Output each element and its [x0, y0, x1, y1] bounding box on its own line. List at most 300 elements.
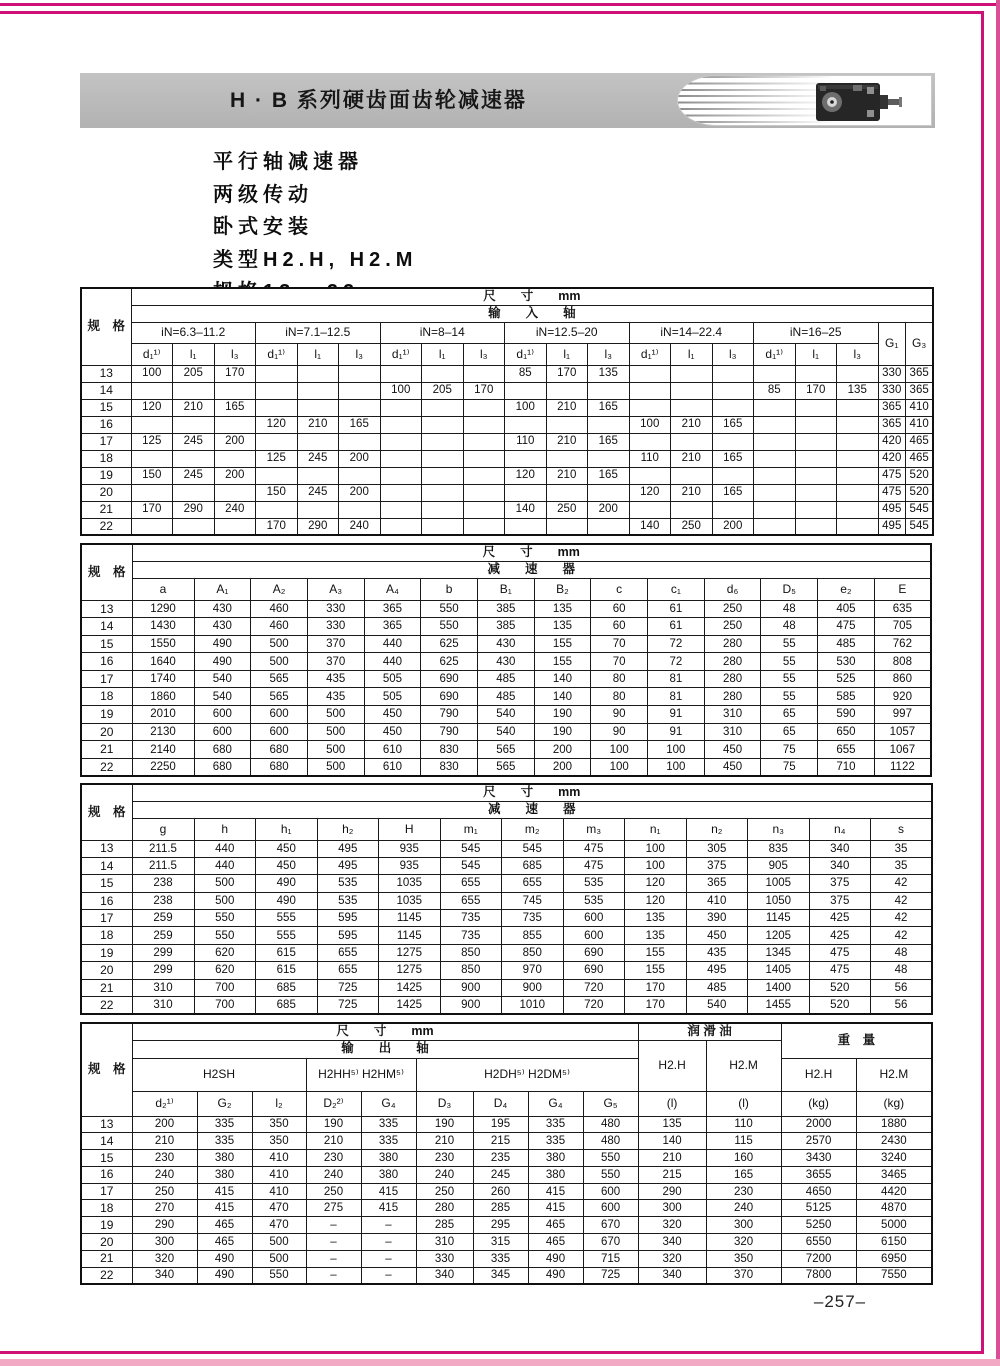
value-cell: 60	[591, 600, 648, 618]
value-cell: 600	[563, 927, 625, 944]
value-cell	[463, 399, 505, 416]
value-cell: 170	[625, 979, 687, 996]
value-cell: 100	[625, 840, 687, 857]
value-cell: 275	[306, 1200, 361, 1217]
spec-cell: 21	[81, 501, 131, 518]
value-cell: 415	[528, 1183, 583, 1200]
value-cell: 250	[546, 501, 588, 518]
value-cell	[754, 433, 796, 450]
value-cell	[256, 399, 298, 416]
value-cell: 470	[252, 1200, 306, 1217]
value-cell: 905	[748, 857, 810, 874]
value-cell: 375	[809, 892, 871, 909]
value-cell: 80	[591, 688, 648, 706]
table-row	[81, 450, 933, 467]
value-cell: 75	[761, 741, 818, 759]
value-cell: 390	[686, 910, 748, 927]
ratio-group-header: iN=16–25	[754, 322, 879, 343]
col-header: l₁	[546, 343, 588, 365]
value-cell	[380, 467, 422, 484]
value-cell: 6150	[856, 1234, 932, 1251]
value-cell: 680	[194, 758, 251, 776]
value-cell: 370	[307, 653, 364, 671]
value-cell: 380	[197, 1166, 252, 1183]
value-cell: 2140	[132, 741, 194, 759]
value-cell: 210	[173, 399, 215, 416]
table-row	[81, 322, 933, 343]
input-shaft-dimensions-table	[80, 287, 934, 536]
value-cell: 290	[132, 1217, 197, 1234]
value-cell: 535	[563, 892, 625, 909]
value-cell: 70	[591, 653, 648, 671]
value-cell: 280	[704, 688, 761, 706]
value-cell: 100	[505, 399, 547, 416]
value-cell: 4420	[856, 1183, 932, 1200]
value-cell: 655	[440, 892, 502, 909]
value-cell: 1430	[132, 618, 194, 636]
table-row	[81, 997, 932, 1014]
value-cell: 365	[686, 875, 748, 892]
banner-stripes-panel	[677, 75, 932, 126]
value-cell: 495	[878, 518, 906, 535]
value-cell: 100	[131, 365, 173, 382]
value-cell: 485	[686, 979, 748, 996]
value-cell: 240	[416, 1166, 473, 1183]
table-row	[81, 875, 932, 892]
value-cell	[380, 484, 422, 501]
value-cell: 120	[625, 892, 687, 909]
value-cell: 680	[194, 741, 251, 759]
col-header: d₁¹⁾	[629, 343, 671, 365]
value-cell: 725	[317, 979, 379, 996]
value-cell: 210	[638, 1150, 706, 1167]
value-cell: 190	[306, 1116, 361, 1133]
value-cell: 460	[251, 618, 308, 636]
table-row	[81, 840, 932, 857]
value-cell: 550	[252, 1267, 306, 1284]
value-cell: 600	[583, 1183, 638, 1200]
value-cell: 465	[197, 1217, 252, 1234]
value-cell: 435	[686, 944, 748, 961]
value-cell: 238	[132, 892, 194, 909]
value-cell: 430	[477, 635, 534, 653]
value-cell	[173, 416, 215, 433]
col-header: D₂²⁾	[306, 1091, 361, 1116]
spec-header: 规 格	[81, 1023, 132, 1116]
value-cell: 600	[194, 723, 251, 741]
col-header: s	[871, 818, 933, 840]
table-row	[81, 706, 931, 724]
value-cell: 310	[704, 723, 761, 741]
table-row	[81, 857, 932, 874]
value-cell	[422, 484, 464, 501]
value-cell: 900	[440, 979, 502, 996]
value-cell: 525	[818, 670, 875, 688]
value-cell: 245	[173, 467, 215, 484]
value-cell: 165	[588, 399, 630, 416]
value-cell: 290	[297, 518, 339, 535]
value-cell	[339, 501, 381, 518]
value-cell: 440	[194, 857, 256, 874]
value-cell: 450	[704, 758, 761, 776]
value-cell	[671, 399, 713, 416]
value-cell: 830	[421, 741, 478, 759]
value-cell: 790	[421, 706, 478, 724]
value-cell: 90	[591, 706, 648, 724]
value-cell	[754, 467, 796, 484]
ratio-group-header: iN=8–14	[380, 322, 505, 343]
col-header: E	[874, 578, 931, 600]
value-cell: 495	[317, 857, 379, 874]
col-header: d₆	[704, 578, 761, 600]
value-cell	[837, 484, 879, 501]
table-row	[81, 1200, 932, 1217]
value-cell: 7550	[856, 1267, 932, 1284]
value-cell: 500	[307, 741, 364, 759]
value-cell: 1550	[132, 635, 194, 653]
dim-header: 尺 寸 mm	[132, 544, 931, 561]
value-cell: 65	[761, 723, 818, 741]
value-cell	[754, 416, 796, 433]
value-cell: 200	[132, 1116, 197, 1133]
value-cell: 285	[473, 1200, 528, 1217]
value-cell: 1880	[856, 1116, 932, 1133]
value-cell: 790	[421, 723, 478, 741]
value-cell: 1035	[379, 892, 441, 909]
col-header: d₁¹⁾	[256, 343, 298, 365]
table-row	[81, 1250, 932, 1267]
table-row	[81, 927, 932, 944]
spec-cell: 17	[81, 433, 131, 450]
value-cell: 545	[906, 501, 934, 518]
value-cell: 1005	[748, 875, 810, 892]
value-cell: 1455	[748, 997, 810, 1014]
value-cell: 230	[706, 1183, 781, 1200]
value-cell: 335	[473, 1250, 528, 1267]
value-cell	[339, 399, 381, 416]
value-cell: 230	[132, 1150, 197, 1167]
col-header: d₂¹⁾	[132, 1091, 197, 1116]
value-cell	[380, 399, 422, 416]
value-cell: 135	[638, 1116, 706, 1133]
value-cell: 125	[131, 433, 173, 450]
value-cell: 240	[214, 501, 256, 518]
value-cell: 335	[361, 1116, 416, 1133]
value-cell	[546, 382, 588, 399]
table-row	[81, 600, 931, 618]
value-cell	[463, 450, 505, 467]
value-cell: 520	[809, 979, 871, 996]
col-header: n₃	[748, 818, 810, 840]
value-cell: 211.5	[132, 840, 194, 857]
col-header: G₃	[906, 322, 934, 365]
value-cell: 430	[477, 653, 534, 671]
value-cell: 170	[795, 382, 837, 399]
col-header: d₁¹⁾	[505, 343, 547, 365]
value-cell	[837, 518, 879, 535]
lube-unit: (l)	[706, 1091, 781, 1116]
value-cell: 550	[421, 618, 478, 636]
value-cell: 490	[194, 635, 251, 653]
value-cell	[131, 450, 173, 467]
value-cell	[380, 433, 422, 450]
col-header: D₅	[761, 578, 818, 600]
value-cell	[712, 467, 754, 484]
value-cell: 250	[416, 1183, 473, 1200]
value-cell: 655	[440, 875, 502, 892]
spec-cell: 17	[81, 1183, 132, 1200]
lube-header: 润 滑 油	[638, 1023, 781, 1040]
value-cell	[505, 416, 547, 433]
value-cell	[795, 467, 837, 484]
value-cell: 385	[477, 600, 534, 618]
value-cell: 490	[256, 875, 318, 892]
value-cell	[422, 416, 464, 433]
value-cell: 1405	[748, 962, 810, 979]
value-cell: 335	[528, 1116, 583, 1133]
value-cell: 1050	[748, 892, 810, 909]
value-cell: 140	[534, 688, 591, 706]
value-cell: 410	[906, 399, 934, 416]
value-cell: 85	[505, 365, 547, 382]
value-cell: 680	[251, 741, 308, 759]
value-cell	[422, 467, 464, 484]
value-cell	[422, 518, 464, 535]
value-cell: 405	[818, 600, 875, 618]
spec-cell: 15	[81, 875, 132, 892]
table-row	[81, 382, 933, 399]
value-cell: 475	[878, 484, 906, 501]
value-cell	[629, 399, 671, 416]
value-cell	[256, 365, 298, 382]
value-cell	[463, 416, 505, 433]
table-row	[81, 653, 931, 671]
value-cell: 305	[686, 840, 748, 857]
value-cell: 900	[440, 997, 502, 1014]
value-cell: 345	[473, 1267, 528, 1284]
spec-cell: 21	[81, 1250, 132, 1267]
value-cell: 1145	[379, 910, 441, 927]
value-cell: 81	[648, 688, 705, 706]
col-header: l₁	[422, 343, 464, 365]
value-cell: 520	[906, 484, 934, 501]
value-cell: 655	[502, 875, 564, 892]
value-cell: 935	[379, 857, 441, 874]
value-cell: 430	[194, 600, 251, 618]
value-cell: 545	[440, 857, 502, 874]
spec-cell: 17	[81, 910, 132, 927]
value-cell: 245	[473, 1166, 528, 1183]
value-cell: 670	[583, 1217, 638, 1234]
table-row	[81, 1183, 932, 1200]
value-cell: 42	[871, 892, 933, 909]
value-cell: 5250	[781, 1217, 856, 1234]
value-cell: 540	[194, 688, 251, 706]
value-cell: 475	[818, 618, 875, 636]
value-cell: 155	[625, 944, 687, 961]
value-cell: 120	[625, 875, 687, 892]
table-row	[81, 944, 932, 961]
section-header: 输 出 轴	[132, 1040, 638, 1058]
col-header: l₃	[712, 343, 754, 365]
value-cell: 330	[878, 382, 906, 399]
value-cell: 650	[818, 723, 875, 741]
value-cell: 215	[473, 1133, 528, 1150]
value-cell: 135	[534, 618, 591, 636]
value-cell: 315	[473, 1234, 528, 1251]
value-cell: 440	[194, 840, 256, 857]
value-cell: –	[306, 1217, 361, 1234]
value-cell: 997	[874, 706, 931, 724]
value-cell: 235	[473, 1150, 528, 1167]
value-cell	[380, 501, 422, 518]
value-cell: 375	[809, 875, 871, 892]
col-header: g	[132, 818, 194, 840]
value-cell: 335	[361, 1133, 416, 1150]
value-cell: 320	[706, 1234, 781, 1251]
value-cell	[837, 450, 879, 467]
value-cell: 595	[317, 910, 379, 927]
section-header: 减 速 器	[132, 801, 932, 818]
value-cell	[795, 433, 837, 450]
value-cell	[131, 382, 173, 399]
value-cell: 585	[818, 688, 875, 706]
value-cell: 56	[871, 979, 933, 996]
value-cell: 72	[648, 653, 705, 671]
value-cell: 450	[704, 741, 761, 759]
value-cell: 808	[874, 653, 931, 671]
col-header: n₄	[809, 818, 871, 840]
table-row	[81, 784, 932, 801]
value-cell: 705	[874, 618, 931, 636]
value-cell: 505	[364, 670, 421, 688]
table-row	[81, 1023, 932, 1040]
col-header: l₁	[795, 343, 837, 365]
value-cell	[463, 484, 505, 501]
value-cell: 340	[638, 1234, 706, 1251]
value-cell	[712, 399, 754, 416]
value-cell: 165	[339, 416, 381, 433]
weight-unit: (kg)	[856, 1091, 932, 1116]
value-cell: 155	[625, 962, 687, 979]
value-cell	[588, 382, 630, 399]
value-cell	[629, 501, 671, 518]
value-cell: 450	[686, 927, 748, 944]
value-cell	[380, 518, 422, 535]
col-header: B₁	[477, 578, 534, 600]
value-cell: 495	[686, 962, 748, 979]
value-cell: 550	[194, 927, 256, 944]
value-cell: 6950	[856, 1250, 932, 1267]
value-cell: 2130	[132, 723, 194, 741]
spec-cell: 20	[81, 962, 132, 979]
col-header: D₄	[473, 1091, 528, 1116]
value-cell: 565	[251, 670, 308, 688]
intro-line-parallel-shaft: 平行轴减速器	[213, 151, 363, 173]
value-cell: 475	[563, 857, 625, 874]
value-cell: 850	[440, 944, 502, 961]
col-header: B₂	[534, 578, 591, 600]
value-cell	[214, 416, 256, 433]
value-cell: 535	[563, 875, 625, 892]
col-header: n₁	[625, 818, 687, 840]
value-cell: 425	[809, 910, 871, 927]
value-cell	[546, 416, 588, 433]
value-cell: 540	[686, 997, 748, 1014]
value-cell	[837, 399, 879, 416]
value-cell: 5125	[781, 1200, 856, 1217]
value-cell: 380	[361, 1150, 416, 1167]
value-cell	[214, 450, 256, 467]
value-cell: 550	[583, 1150, 638, 1167]
value-cell: 165	[214, 399, 256, 416]
value-cell: 155	[534, 635, 591, 653]
value-cell: 340	[809, 840, 871, 857]
value-cell: 490	[197, 1250, 252, 1267]
col-header: d₁¹⁾	[380, 343, 422, 365]
col-header: G₄	[361, 1091, 416, 1116]
value-cell	[754, 365, 796, 382]
value-cell: 135	[588, 365, 630, 382]
table-row	[81, 1091, 932, 1116]
value-cell: 490	[528, 1267, 583, 1284]
value-cell: 91	[648, 723, 705, 741]
value-cell: 500	[307, 706, 364, 724]
value-cell: 415	[361, 1200, 416, 1217]
weight-type-header: H2.M	[856, 1058, 932, 1091]
value-cell	[422, 365, 464, 382]
model-group-header: H2SH	[132, 1058, 306, 1091]
value-cell: 110	[706, 1116, 781, 1133]
value-cell: 280	[416, 1200, 473, 1217]
value-cell: 61	[648, 600, 705, 618]
dim-header: 尺 寸 mm	[132, 1023, 638, 1040]
value-cell: 310	[416, 1234, 473, 1251]
col-header: e₂	[818, 578, 875, 600]
value-cell	[173, 518, 215, 535]
value-cell: 1425	[379, 997, 441, 1014]
value-cell	[588, 450, 630, 467]
value-cell	[131, 416, 173, 433]
value-cell: 210	[546, 433, 588, 450]
value-cell: 120	[256, 416, 298, 433]
value-cell: 595	[317, 927, 379, 944]
value-cell: 190	[534, 723, 591, 741]
value-cell	[463, 518, 505, 535]
spec-cell: 14	[81, 1133, 132, 1150]
value-cell: 230	[416, 1150, 473, 1167]
value-cell: 685	[256, 997, 318, 1014]
value-cell: 720	[563, 997, 625, 1014]
value-cell: 2000	[781, 1116, 856, 1133]
value-cell: 165	[712, 484, 754, 501]
value-cell: 110	[629, 450, 671, 467]
value-cell: 310	[132, 979, 194, 996]
spec-cell: 14	[81, 382, 131, 399]
table-row	[81, 1267, 932, 1284]
value-cell	[795, 365, 837, 382]
value-cell	[173, 484, 215, 501]
value-cell: 100	[380, 382, 422, 399]
value-cell	[339, 433, 381, 450]
value-cell: 465	[906, 433, 934, 450]
value-cell: 550	[194, 910, 256, 927]
value-cell	[505, 484, 547, 501]
table-row	[81, 1150, 932, 1167]
value-cell: 160	[706, 1150, 781, 1167]
spec-cell: 22	[81, 997, 132, 1014]
col-header: m₃	[563, 818, 625, 840]
